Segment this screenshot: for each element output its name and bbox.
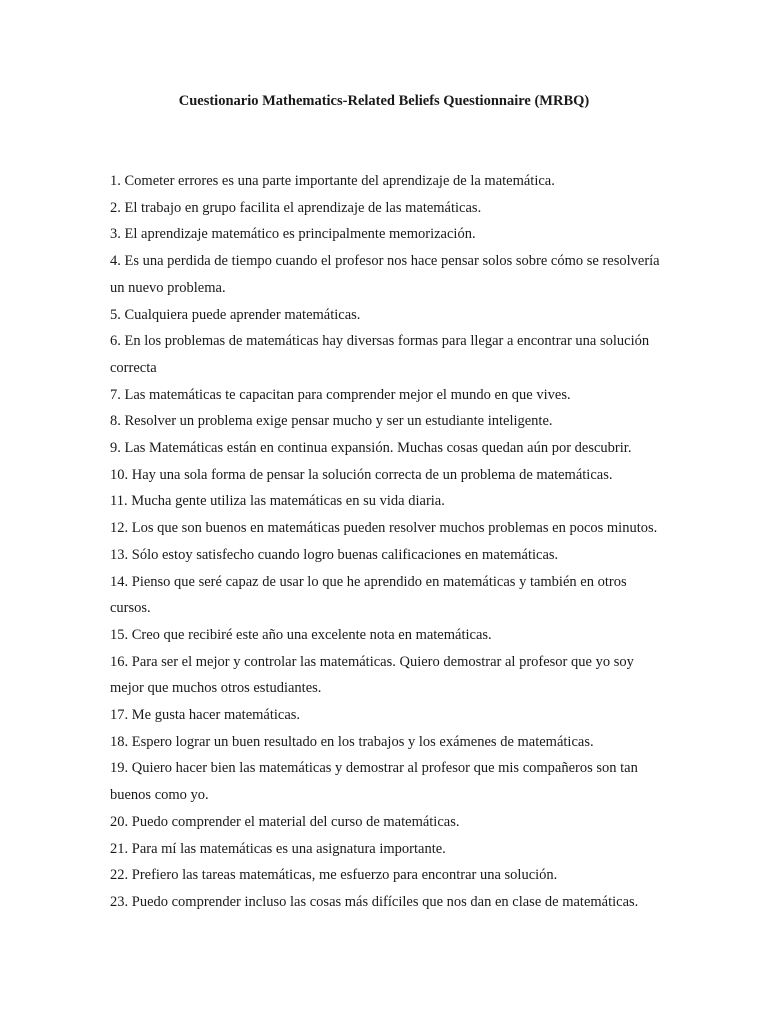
question-item: 23. Puedo comprender incluso las cosas más difíciles que nos dan en clase de matemáticas. — [110, 893, 639, 910]
question-item: 9. Las Matemáticas están en continua expansión. Muchas cosas quedan aún por descubrir. — [110, 440, 632, 457]
question-item: 6. En los problemas de matemáticas hay diversas formas para llegar a encontrar una solución correcta — [110, 333, 650, 376]
question-item: 16. Para ser el mejor y controlar las matemáticas. Quiero demostrar al profesor que yo soy mejor que muchos otros estudiantes. — [110, 653, 634, 697]
document-title: Cuestionario Mathematics-Related Beliefs Questionnaire (MRBQ) — [178, 93, 590, 109]
question-item: 8. Resolver un problema exige pensar mucho y ser un estudiante inteligente. — [110, 413, 553, 430]
question-item: 3. El aprendizaje matemático es principalmente memorización. — [110, 226, 476, 243]
questionnaire-list — [110, 168, 670, 916]
question-item: 13. Sólo estoy satisfecho cuando logro buenas calificaciones en matemáticas. — [110, 546, 559, 563]
question-item: 12. Los que son buenos en matemáticas pueden resolver muchos problemas en pocos minutos. — [110, 520, 658, 537]
question-item: 20. Puedo comprender el material del curso de matemáticas. — [110, 813, 460, 830]
question-item: 10. Hay una sola forma de pensar la solución correcta de un problema de matemáticas. — [110, 466, 613, 483]
question-item: 21. Para mí las matemáticas es una asignatura importante. — [110, 840, 446, 857]
question-item: 1. Cometer errores es una parte importante del aprendizaje de la matemática. — [110, 173, 555, 189]
question-item: 4. Es una perdida de tiempo cuando el profesor nos hace pensar solos sobre cómo se resolvería un nuevo problema. — [110, 253, 660, 296]
question-item: 11. Mucha gente utiliza las matemáticas en su vida diaria. — [110, 493, 445, 510]
question-item: 18. Espero lograr un buen resultado en los trabajos y los exámenes de matemáticas. — [110, 733, 594, 750]
question-item: 17. Me gusta hacer matemáticas. — [110, 707, 301, 724]
question-item: 7. Las matemáticas te capacitan para comprender mejor el mundo en que vives. — [110, 386, 571, 403]
question-item: 14. Pienso que seré capaz de usar lo que he aprendido en matemáticas y también en otros cursos. — [110, 573, 627, 617]
question-item: 19. Quiero hacer bien las matemáticas y demostrar al profesor que mis compañeros son tan buenos como yo. — [110, 760, 638, 804]
question-item: 2. El trabajo en grupo facilita el aprendizaje de las matemáticas. — [110, 199, 482, 216]
question-item: 15. Creo que recibiré este año una excelente nota en matemáticas. — [110, 626, 492, 643]
question-item: 22. Prefiero las tareas matemáticas, me esfuerzo para encontrar una solución. — [110, 867, 558, 884]
question-item: 5. Cualquiera puede aprender matemáticas. — [110, 306, 361, 323]
